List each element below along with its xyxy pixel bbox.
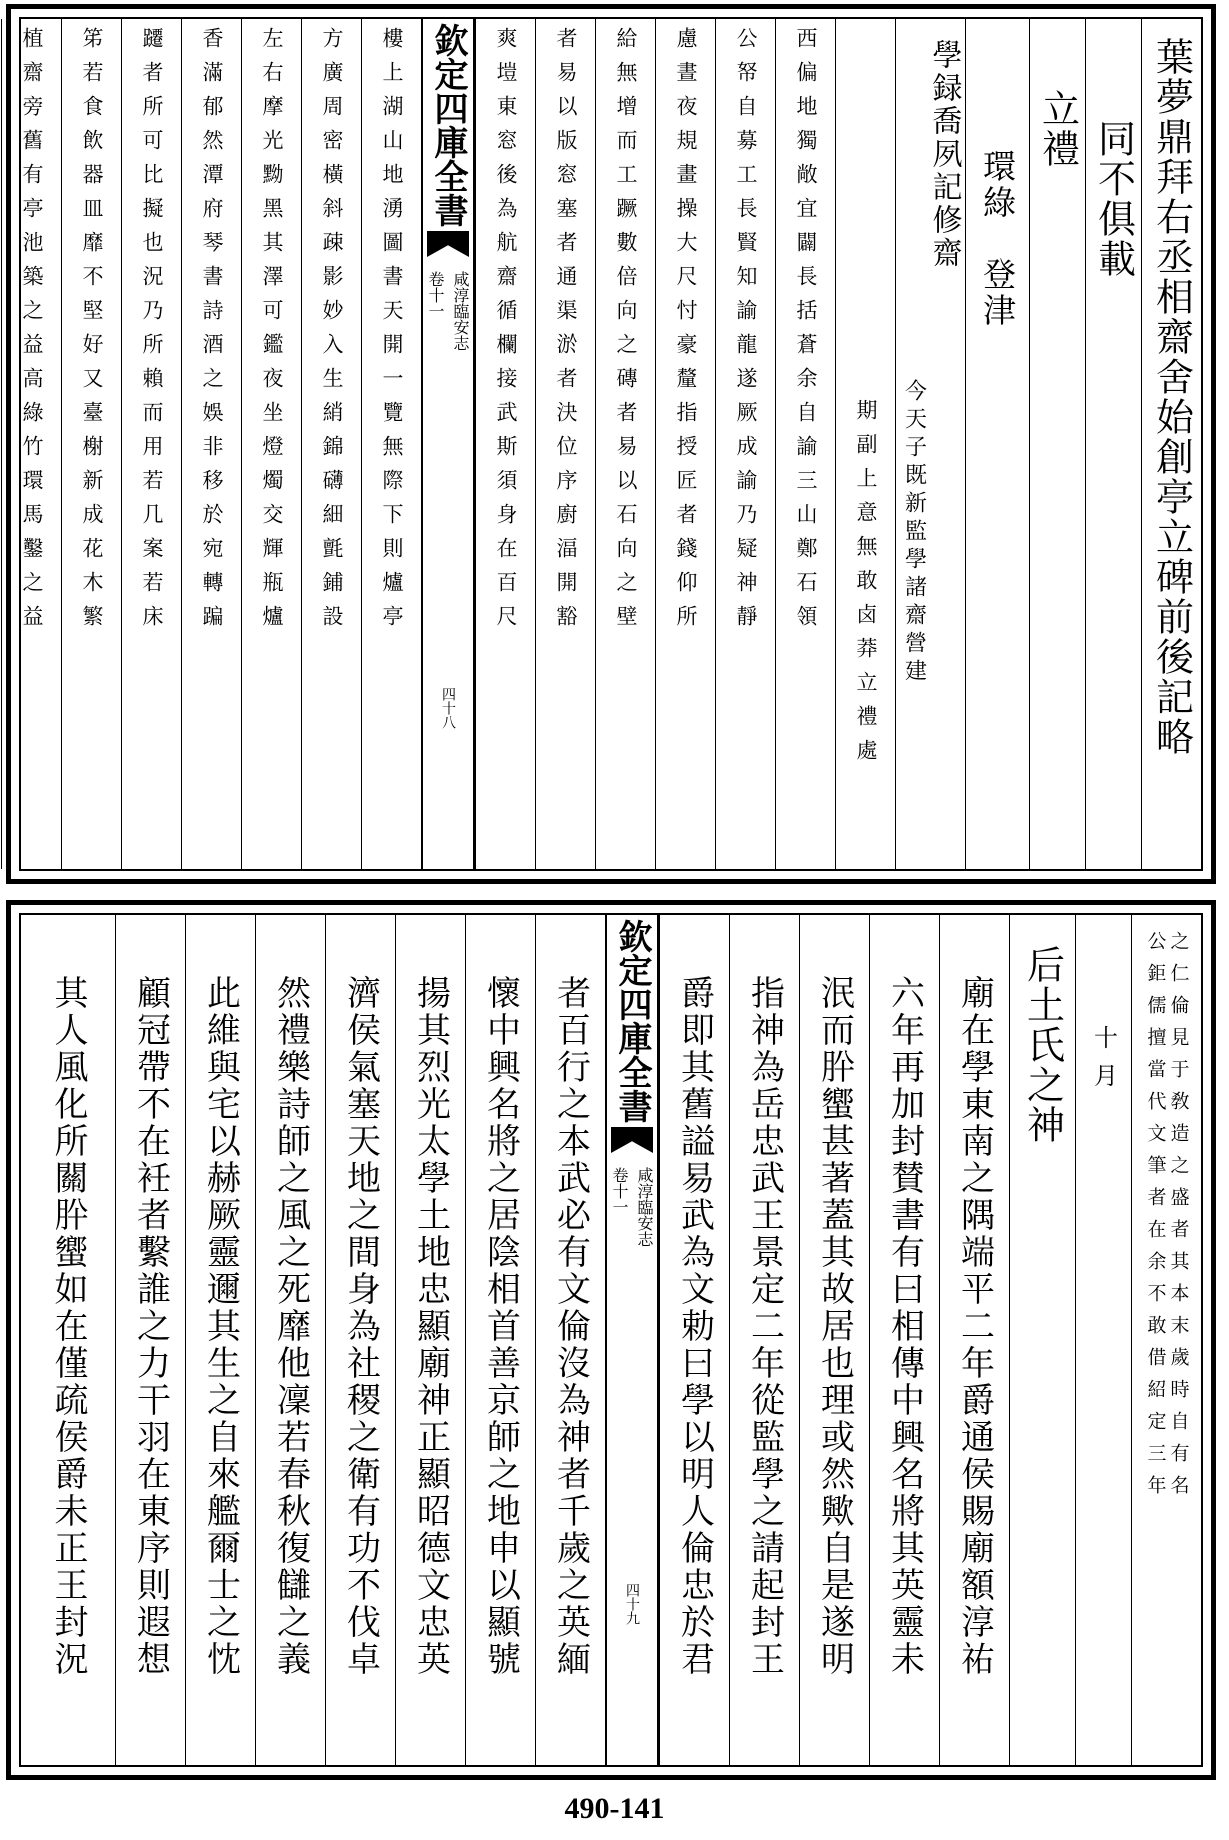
text-line: 者易以版窓塞者通渠淤者決位序廚湢開豁 bbox=[554, 27, 578, 639]
text-line: 后土氏之神 bbox=[1020, 945, 1065, 1145]
text-line: 爽塏東窓後為航齋循欄接武斯須身在百尺 bbox=[494, 27, 518, 639]
text-line: 公鉅儒擅當代文筆者在余不敢借紹定三年 bbox=[1144, 931, 1167, 1507]
spine-meta bbox=[424, 271, 472, 351]
text-line: 今天子既新監學諸齋營建 bbox=[901, 379, 927, 687]
text-column bbox=[775, 19, 835, 869]
top-page-columns bbox=[19, 17, 1203, 871]
text-line: 樓上湖山地湧圖書天開一覽無際下則爐亭 bbox=[380, 27, 404, 639]
text-column bbox=[255, 915, 325, 1765]
spine-title: 欽定四庫全書 bbox=[428, 23, 468, 227]
text-line: 十月 bbox=[1089, 1025, 1118, 1101]
text-line: 香滿郁然潭府琴書詩酒之娛非移於宛轉蹁 bbox=[200, 27, 224, 639]
text-line: 給無增而工蹶數倍向之磚者易以石向之壁 bbox=[614, 27, 638, 639]
text-line: 學録喬夙記修齋 bbox=[926, 39, 962, 270]
text-line: 西偏地獨敞宜闢長括蒼余自諭三山鄭石領 bbox=[794, 27, 818, 639]
text-line: 笫若食飲器皿靡不堅好又臺榭新成花木繁 bbox=[80, 27, 104, 639]
text-column bbox=[1, 19, 61, 869]
text-line: 濟侯氣塞天地之間身為社稷之衛有功不伐卓 bbox=[340, 975, 381, 1678]
text-column bbox=[595, 19, 655, 869]
text-column bbox=[301, 19, 361, 869]
spine-page-number: 四十八 bbox=[440, 687, 456, 729]
spine-meta bbox=[608, 1167, 656, 1247]
text-column bbox=[241, 19, 301, 869]
text-column bbox=[1075, 915, 1131, 1765]
fish-tail-mark bbox=[427, 231, 469, 257]
text-column bbox=[395, 915, 465, 1765]
text-line: 立禮 bbox=[1035, 89, 1080, 169]
text-column bbox=[1009, 915, 1075, 1765]
spine-page-number: 四十九 bbox=[624, 1583, 640, 1625]
text-line: 之仁倫見于敎造之盛者其本末歲時自有名 bbox=[1167, 931, 1190, 1507]
text-line: 泯而肸蠁甚著蓋其故居也理或然歟自是遂明 bbox=[814, 975, 855, 1678]
text-line: 公帑自募工長賢知諭龍遂厥成諭乃疑神靜 bbox=[734, 27, 758, 639]
text-column bbox=[715, 19, 775, 869]
text-line: 方廣周密橫斜疎影妙入生綃錦礴細氈鋪設 bbox=[320, 27, 344, 639]
small-note-column bbox=[1131, 915, 1201, 1765]
text-line: 指神為岳忠武王景定二年從監學之請起封王 bbox=[744, 975, 785, 1678]
text-column bbox=[325, 915, 395, 1765]
section-title: 葉夢鼎拜右丞相齋舍始創亭立碑前後記略 bbox=[1149, 37, 1194, 757]
text-line: 者百行之本武必有文倫沒為神者千歲之英緬 bbox=[550, 975, 591, 1678]
text-line: 植齋旁舊有亭池築之益高綠竹環馬鑿之益 bbox=[20, 27, 44, 639]
text-column bbox=[535, 19, 595, 869]
text-line: 期副上意無敢卤莽立禮處 bbox=[854, 399, 878, 773]
top-page-frame bbox=[6, 4, 1216, 884]
text-column bbox=[185, 915, 255, 1765]
text-column bbox=[965, 19, 1029, 869]
text-column bbox=[61, 19, 121, 869]
text-column bbox=[1029, 19, 1085, 869]
text-line: 慮晝夜規畫操大尺忖豪釐指授匠者錢仰所 bbox=[674, 27, 698, 639]
text-line: 揚其烈光太學土地忠顯廟神正顯昭德文忠英 bbox=[410, 975, 451, 1678]
text-line: 廟在學東南之隅端平二年爵通侯賜廟額淳祐 bbox=[954, 975, 995, 1678]
text-column bbox=[115, 915, 185, 1765]
text-column bbox=[465, 915, 535, 1765]
text-line: 此維與宅以赫厥靈邇其生之自來艦爾士之忱 bbox=[200, 975, 241, 1678]
text-column bbox=[0, 19, 1, 869]
book-spine bbox=[605, 915, 659, 1765]
text-column bbox=[655, 19, 715, 869]
title-column bbox=[1141, 19, 1201, 869]
text-line: 左右摩光黝黑其澤可鑑夜坐燈燭交輝瓶爐 bbox=[260, 27, 284, 639]
page-footer-number: 490-141 bbox=[564, 1792, 665, 1825]
text-column bbox=[659, 915, 729, 1765]
text-column bbox=[835, 19, 895, 869]
text-column bbox=[869, 915, 939, 1765]
text-line: 爵即其舊謚易武為文勅曰學以明人倫忠於君 bbox=[674, 975, 715, 1678]
text-column bbox=[535, 915, 605, 1765]
text-column bbox=[939, 915, 1009, 1765]
text-line: 顧冠帶不在衽者繫誰之力干羽在東序則遐想 bbox=[130, 975, 171, 1678]
spine-book-title: 咸淳臨安志 bbox=[635, 1167, 654, 1247]
text-column bbox=[895, 19, 965, 869]
bottom-page-frame bbox=[6, 900, 1216, 1780]
text-column bbox=[1085, 19, 1141, 869]
text-column bbox=[121, 19, 181, 869]
text-column bbox=[799, 915, 869, 1765]
spine-book-title: 咸淳臨安志 bbox=[451, 271, 470, 351]
text-line: 六年再加封賛書有曰相傳中興名將其英靈未 bbox=[884, 975, 925, 1678]
spine-volume: 卷十一 bbox=[610, 1167, 629, 1215]
text-line: 同不俱載 bbox=[1091, 119, 1136, 279]
text-line: 懷中興名將之居陰相首善京師之地申以顯號 bbox=[480, 975, 521, 1678]
text-line: 然禮樂詩師之風之死靡他凜若春秋復讎之義 bbox=[270, 975, 311, 1678]
text-column bbox=[181, 19, 241, 869]
text-line: 躚者所可比擬也況乃所賴而用若几案若床 bbox=[140, 27, 164, 639]
text-line: 環綠 登津 bbox=[978, 149, 1017, 329]
text-line: 其人風化所關肸蠁如在僅疏侯爵未正王封況 bbox=[48, 975, 88, 1678]
book-spine bbox=[421, 19, 475, 869]
bottom-page-columns bbox=[19, 913, 1203, 1767]
text-column bbox=[475, 19, 535, 869]
text-column bbox=[21, 915, 115, 1765]
text-column bbox=[361, 19, 421, 869]
spine-title: 欽定四庫全書 bbox=[612, 919, 652, 1123]
text-column bbox=[729, 915, 799, 1765]
fish-tail-mark bbox=[611, 1127, 653, 1153]
spine-volume: 卷十一 bbox=[426, 271, 445, 319]
